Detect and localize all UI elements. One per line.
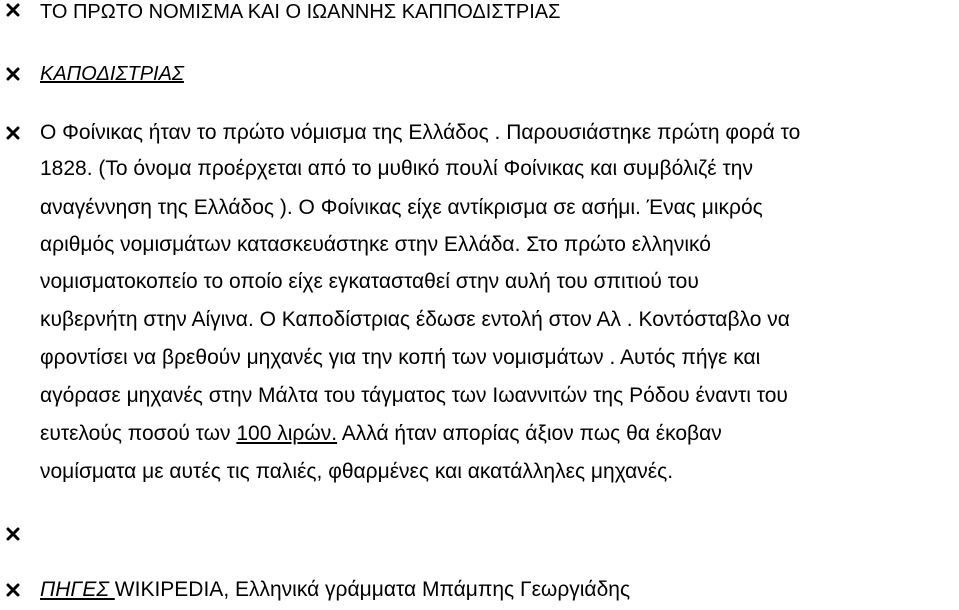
document-heading: ΤΟ ΠΡΩΤΟ ΝΟΜΙΣΜΑ ΚΑΙ Ο ΙΩΑΝΝΗΣ ΚΑΠΠΟΔΙΣΤΡΙΑΣ (40, 1, 561, 23)
paragraph-line: 1828. (Το όνομα προέρχεται από το μυθικό πουλί Φοίνικας και συμβόλιζέ την (40, 157, 753, 180)
paragraph-line: κυβερνήτη στην Αίγινα. Ο Καποδίστριας έδωσε εντολή στον Αλ . Κοντόσταβλο να (40, 308, 790, 331)
paragraph-line: αγόρασε μηχανές στην Μάλτα του τάγματος των Ιωαννιτών της Ρόδου έναντι του (40, 384, 788, 407)
paragraph-line: νομίσματα με αυτές τις παλιές, φθαρμένες και ακατάλληλες μηχανές. (40, 460, 674, 483)
paragraph-text: Αλλά ήταν απορίας άξιον πως θα έκοβαν (337, 422, 722, 445)
x-mark-icon (6, 527, 20, 541)
paragraph-line: αριθμός νομισμάτων κατασκευάστηκε στην Ελλάδα. Στο πρώτο ελληνικό (40, 233, 711, 256)
section-title: ΚΑΠΟΔΙΣΤΡΙΑΣ (40, 63, 184, 85)
paragraph-line: αναγέννηση της Ελλάδος ). Ο Φοίνικας είχε αντίκρισμα σε ασήμι. Ένας μικρός (40, 196, 763, 219)
sources-label: ΠΗΓΕΣ (40, 578, 115, 601)
paragraph-line (40, 422, 722, 446)
sources-text: WIKIPEDIA, Ελληνικά γράμματα Μπάμπης Γεωργιάδης (114, 578, 631, 601)
paragraph-line: Ο Φοίνικας ήταν το πρώτο νόμισμα της Ελλάδος . Παρουσιάστηκε πρώτη φορά το (40, 121, 801, 144)
sources-line (40, 578, 630, 602)
x-mark-icon (6, 583, 20, 597)
x-mark-icon (6, 3, 20, 17)
paragraph-line: φροντίσει να βρεθούν μηχανές για την κοπή των νομισμάτων . Αυτός πήγε και (40, 346, 761, 369)
x-mark-icon (6, 126, 20, 140)
x-mark-icon (6, 67, 20, 81)
paragraph-line: νομισματοκοπείο το οποίο είχε εγκατασταθεί στην αυλή του σπιτιού του (40, 270, 699, 293)
underlined-amount: 100 λιρών. (236, 422, 338, 445)
paragraph-text: ευτελούς ποσού των (40, 422, 237, 445)
